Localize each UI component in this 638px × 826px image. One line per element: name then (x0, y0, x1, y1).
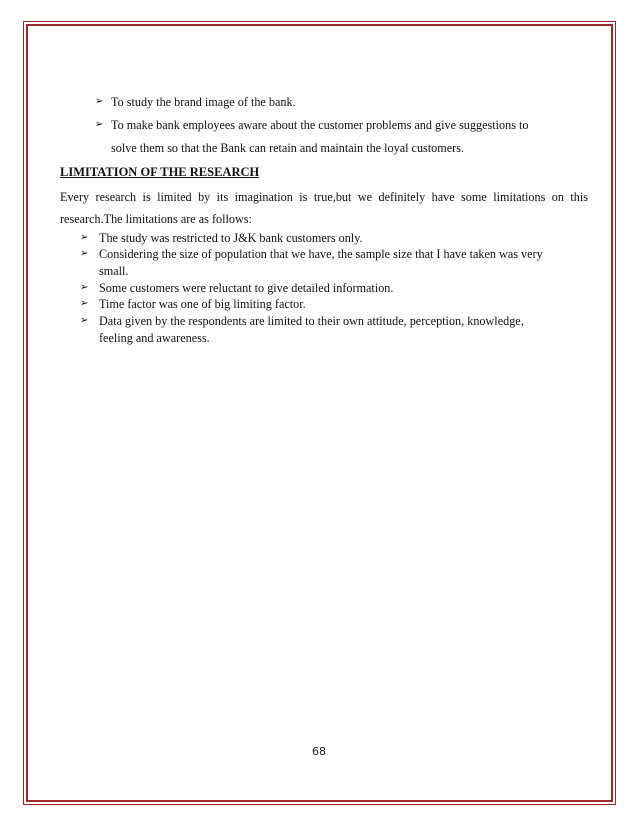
arrow-bullet-icon: ➢ (95, 119, 104, 130)
arrow-bullet-icon: ➢ (80, 298, 89, 309)
limitation-text-continued: feeling and awareness. (99, 331, 210, 345)
arrow-bullet-icon: ➢ (80, 282, 89, 293)
arrow-bullet-icon: ➢ (95, 96, 104, 107)
objective-text: To make bank employees aware about the customer problems and give suggestions to (111, 118, 529, 132)
arrow-bullet-icon: ➢ (80, 232, 89, 243)
page-number: 68 (312, 745, 326, 758)
objective-text-continued: solve them so that the Bank can retain and maintain the loyal customers. (111, 141, 465, 155)
limitation-text: Data given by the respondents are limited to their own attitude, perception, knowledge, (99, 314, 524, 328)
arrow-bullet-icon: ➢ (80, 315, 89, 326)
limitation-text: Considering the size of population that we have, the sample size that I have taken was very (99, 247, 543, 261)
limitation-text-continued: small. (99, 264, 129, 278)
limitation-text: The study was restricted to J&K bank customers only. (99, 231, 363, 245)
section-intro: Every research is limited by its imagination is true,but we definitely have some limitations on this research.The limitations are as follows: (60, 190, 588, 226)
arrow-bullet-icon: ➢ (80, 248, 89, 259)
section-heading: LIMITATION OF THE RESEARCH (60, 165, 260, 179)
limitation-text: Time factor was one of big limiting factor. (99, 297, 306, 311)
objective-text: To study the brand image of the bank. (111, 95, 296, 109)
limitation-text: Some customers were reluctant to give detailed information. (99, 281, 394, 295)
